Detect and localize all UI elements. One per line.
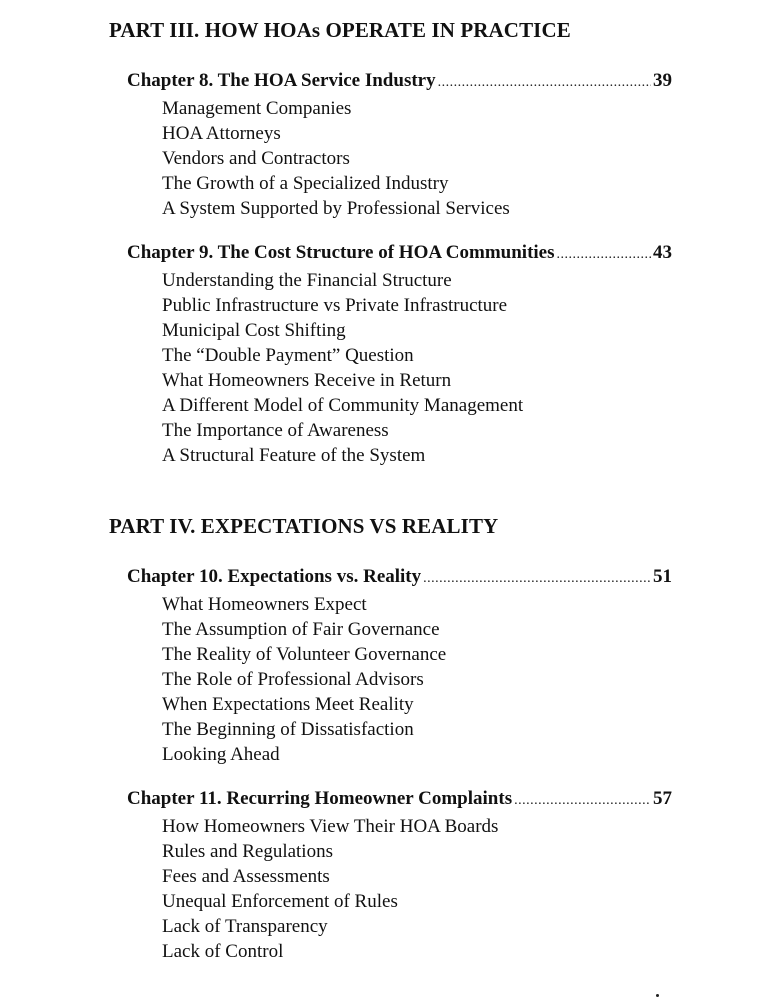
dot-leader — [514, 793, 651, 809]
section-item: Public Infrastructure vs Private Infrastructure — [162, 295, 508, 316]
section-item: When Expectations Meet Reality — [162, 694, 414, 715]
section-item: Lack of Control — [162, 941, 284, 962]
section-item: Vendors and Contractors — [162, 148, 350, 169]
chapter-title: Chapter 11. Recurring Homeowner Complaints — [127, 788, 513, 809]
chapter-page-number: 57 — [653, 788, 672, 809]
dot-leader — [423, 571, 651, 587]
dot-leader — [557, 247, 652, 263]
chapter-title: Chapter 10. Expectations vs. Reality — [127, 566, 422, 587]
chapter-entry[interactable] — [127, 566, 672, 588]
section-item: The Importance of Awareness — [162, 420, 389, 441]
chapter-title: Chapter 8. The HOA Service Industry — [127, 70, 436, 91]
chapter-entry[interactable] — [127, 242, 672, 264]
section-item: A Structural Feature of the System — [162, 445, 426, 466]
section-item: Lack of Transparency — [162, 916, 328, 937]
section-item: Looking Ahead — [162, 744, 280, 765]
section-item: A Different Model of Community Management — [162, 395, 524, 416]
section-list — [162, 592, 446, 767]
chapter-page-number: 43 — [653, 242, 672, 263]
section-item: A System Supported by Professional Services — [162, 198, 510, 219]
section-item: The Assumption of Fair Governance — [162, 619, 440, 640]
section-item: HOA Attorneys — [162, 123, 281, 144]
section-list — [162, 268, 523, 468]
section-item: What Homeowners Expect — [162, 594, 367, 615]
chapter-entry[interactable] — [127, 70, 672, 92]
section-item: Fees and Assessments — [162, 866, 330, 887]
section-item: Management Companies — [162, 98, 352, 119]
section-item: The Reality of Volunteer Governance — [162, 644, 447, 665]
section-item: The Role of Professional Advisors — [162, 669, 424, 690]
section-item: Unequal Enforcement of Rules — [162, 891, 398, 912]
section-item: Understanding the Financial Structure — [162, 270, 452, 291]
section-item: Rules and Regulations — [162, 841, 333, 862]
stray-dot-mark — [656, 994, 659, 997]
dot-leader — [438, 75, 651, 91]
section-list — [162, 814, 498, 964]
part-heading: PART III. HOW HOAs OPERATE IN PRACTICE — [109, 18, 571, 42]
section-item: How Homeowners View Their HOA Boards — [162, 816, 499, 837]
section-list — [162, 96, 510, 221]
chapter-entry[interactable] — [127, 788, 672, 810]
chapter-page-number: 51 — [653, 566, 672, 587]
section-item: The “Double Payment” Question — [162, 345, 414, 366]
section-item: What Homeowners Receive in Return — [162, 370, 452, 391]
section-item: The Growth of a Specialized Industry — [162, 173, 449, 194]
part-heading: PART IV. EXPECTATIONS VS REALITY — [109, 514, 499, 538]
section-item: Municipal Cost Shifting — [162, 320, 346, 341]
section-item: The Beginning of Dissatisfaction — [162, 719, 414, 740]
chapter-page-number: 39 — [653, 70, 672, 91]
chapter-title: Chapter 9. The Cost Structure of HOA Communities — [127, 242, 555, 263]
